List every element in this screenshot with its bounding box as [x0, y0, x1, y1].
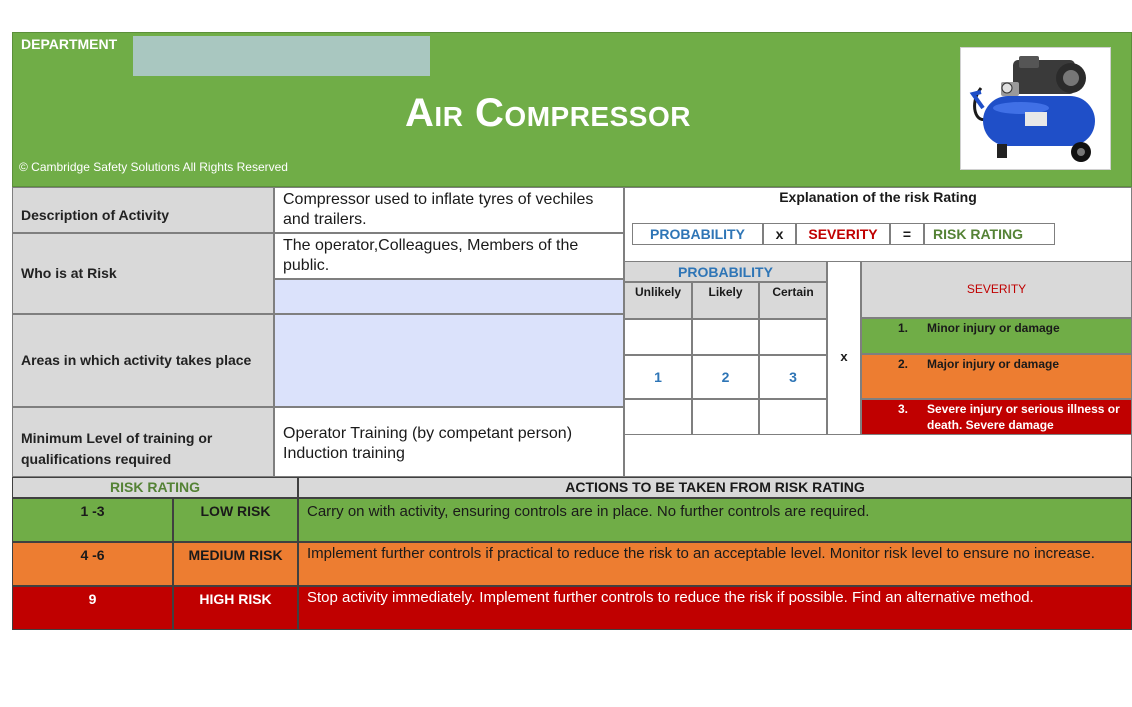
areas-label: Areas in which activity takes place	[12, 314, 274, 407]
prob-value-1: 1	[624, 355, 692, 399]
prob-grid-cell	[692, 319, 759, 355]
prob-grid-cell	[759, 399, 827, 435]
prob-value-3: 3	[759, 355, 827, 399]
severity-level-severe	[861, 399, 1132, 435]
training-label: Minimum Level of training or qualifications required	[12, 407, 274, 477]
prob-value-2: 2	[692, 355, 759, 399]
formula-equals: =	[890, 223, 924, 245]
high-risk-range: 9	[12, 586, 173, 630]
low-risk-level: LOW RISK	[173, 498, 298, 542]
prob-grid-cell	[624, 399, 692, 435]
formula-probability: PROBABILITY	[632, 223, 763, 245]
formula-risk-rating: RISK RATING	[924, 223, 1055, 245]
medium-risk-range: 4 -6	[12, 542, 173, 586]
prob-grid-cell	[692, 399, 759, 435]
severity-text: Severe injury or serious illness or death. Severe damage	[927, 402, 1120, 432]
severity-text: Minor injury or damage	[927, 321, 1060, 335]
severity-level-major	[861, 354, 1132, 399]
prob-grid-cell	[624, 319, 692, 355]
at-risk-extra-field[interactable]	[274, 279, 624, 314]
risk-rating-header: RISK RATING	[12, 477, 298, 498]
severity-num: 2.	[898, 357, 909, 371]
prob-grid-cell	[759, 319, 827, 355]
severity-num: 1.	[898, 321, 909, 335]
severity-num: 3.	[898, 402, 909, 416]
copyright-text: © Cambridge Safety Solutions All Rights Reserved	[19, 160, 288, 174]
medium-risk-action: Implement further controls if practical to reduce the risk to an acceptable level. Monitor risk level to ensure no increase.	[298, 542, 1132, 586]
department-label: DEPARTMENT	[21, 36, 118, 52]
training-line-2: Induction training	[283, 445, 405, 462]
high-risk-level: HIGH RISK	[173, 586, 298, 630]
severity-header: SEVERITY	[861, 261, 1132, 318]
prob-level-certain: Certain	[759, 282, 827, 319]
description-value[interactable]: Compressor used to inflate tyres of vechiles and trailers.	[274, 187, 624, 233]
description-label: Description of Activity	[12, 187, 274, 233]
areas-value[interactable]	[274, 314, 624, 407]
severity-level-minor	[861, 318, 1132, 354]
explanation-title: Explanation of the risk Rating	[779, 189, 977, 205]
prob-level-likely: Likely	[692, 282, 759, 319]
page-title: Air Compressor	[405, 91, 691, 135]
low-risk-action: Carry on with activity, ensuring controls are in place. No further controls are required.	[298, 498, 1132, 542]
risk-assessment-sheet	[12, 32, 1132, 630]
training-line-1: Operator Training (by competant person)	[283, 425, 573, 442]
formula-severity: SEVERITY	[796, 223, 890, 245]
multiply-sign: x	[827, 261, 861, 435]
probability-header: PROBABILITY	[624, 261, 827, 282]
at-risk-value[interactable]: The operator,Colleagues, Members of the public.	[274, 233, 624, 279]
formula-times: x	[763, 223, 796, 245]
medium-risk-level: MEDIUM RISK	[173, 542, 298, 586]
training-value[interactable]	[274, 407, 624, 477]
low-risk-range: 1 -3	[12, 498, 173, 542]
header-banner	[12, 32, 1132, 187]
air-compressor-image	[960, 47, 1111, 170]
prob-level-unlikely: Unlikely	[624, 282, 692, 319]
severity-text: Major injury or damage	[927, 357, 1060, 371]
at-risk-label: Who is at Risk	[12, 233, 274, 314]
department-field[interactable]	[133, 36, 430, 76]
actions-header: ACTIONS TO BE TAKEN FROM RISK RATING	[298, 477, 1132, 498]
high-risk-action: Stop activity immediately. Implement further controls to reduce the risk if possible. Find an alternative method.	[298, 586, 1132, 630]
